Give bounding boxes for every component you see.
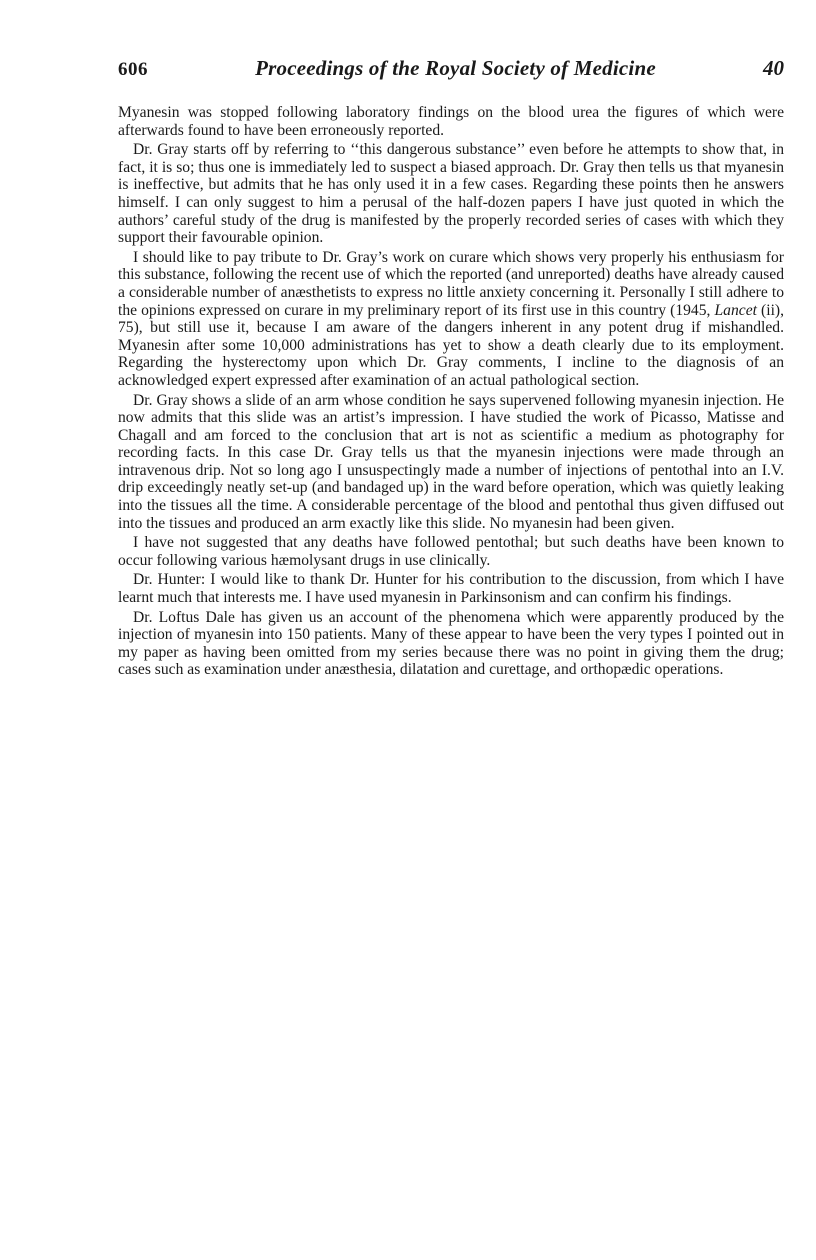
paragraph [118, 571, 784, 606]
volume-number: 40 [762, 56, 784, 80]
paragraph-text: Myanesin was stopped following laboratory findings on the blood urea the figures of which were afterwards found to have been erroneously reported. [118, 104, 784, 139]
paragraph-text: Dr. Gray shows a slide of an arm whose condition he says supervened following myanesin injection. He now admits that this slide was an artist’s impression. I have studied the work of Picasso, Matisse and Chagall and am forced to the conclusion that art is not as scientific a medium as photography for recording facts. In this case Dr. Gray tells us that the myanesin injections were made through an intravenous drip. Not so long ago I unsuspectingly made a number of injections of pentothal into an I.V. drip exceedingly neatly set-up (and bandaged up) in the ward before operation, which was quietly leaking into the tissues all the time. A considerable percentage of the blood and pentothal thus given diffused out into the tissues and produced an arm exactly like this slide. No myanesin had been given. [118, 391, 784, 532]
running-header [118, 56, 784, 82]
paragraph-text: Dr. Hunter: I would like to thank Dr. Hunter for his contribution to the discussion, from which I have learnt much that interests me. I have used myanesin in Parkinsonism and can confirm his findings. [118, 571, 784, 607]
journal-title: Proceedings of the Royal Society of Medicine [255, 56, 656, 80]
paragraph [118, 609, 784, 679]
page-number: 606 [118, 59, 148, 80]
paragraph [118, 141, 784, 247]
paragraph-text: (ii), 75), but still use it, because I am aware of the dangers inherent in any potent drug if mishandled. Myanesin after some 10,000 administrations has yet to show a death clearly due to its employment. Regarding the hysterectomy upon which Dr. Gray comments, I incline to the diagnosis of an acknowledged expert expressed after examination of an actual pathological section. [118, 301, 784, 389]
paragraph [118, 104, 784, 139]
paragraph [118, 534, 784, 569]
paragraph-text: Dr. Gray starts off by referring to ‘‘this dangerous substance’’ even before he attempts to show that, in fact, it is so; thus one is immediately led to suspect a biased approach. Dr. Gray then tells us that myanesin is ineffective, but admits that he has only used it in a few cases. Regarding these points then he answers himself. I can only suggest to him a perusal of the half-dozen papers I have just quoted in which the authors’ careful study of the drug is manifested by the properly recorded series of cases with which they support their favourable opinion. [118, 141, 784, 247]
article-body [118, 104, 784, 681]
paragraph-text: I have not suggested that any deaths have followed pentothal; but such deaths have been known to occur following various hæmolysant drugs in use clinically. [118, 534, 784, 569]
paragraph-text: Dr. Loftus Dale has given us an account of the phenomena which were apparently produced by the injection of myanesin into 150 patients. Many of these appear to have been the very types I pointed out in my paper as having been omitted from my series because there was no point in giving them the drug; cases such as examination under anæsthesia, dilatation and curettage, and orthopædic operations. [118, 608, 784, 679]
paragraph [118, 392, 784, 533]
paragraph-text: I should like to pay tribute to Dr. Gray’s work on curare which shows very properly his enthusiasm for this substance, following the recent use of which the reported (and unreported) deaths have already caused a considerable number of anæsthetists to express no little anxiety concerning it. Personally I still adhere to the opinions expressed on curare in my preliminary report of its first use in this country (1945, [118, 248, 784, 319]
journal-citation: Lancet [714, 301, 757, 319]
paragraph [118, 249, 784, 390]
